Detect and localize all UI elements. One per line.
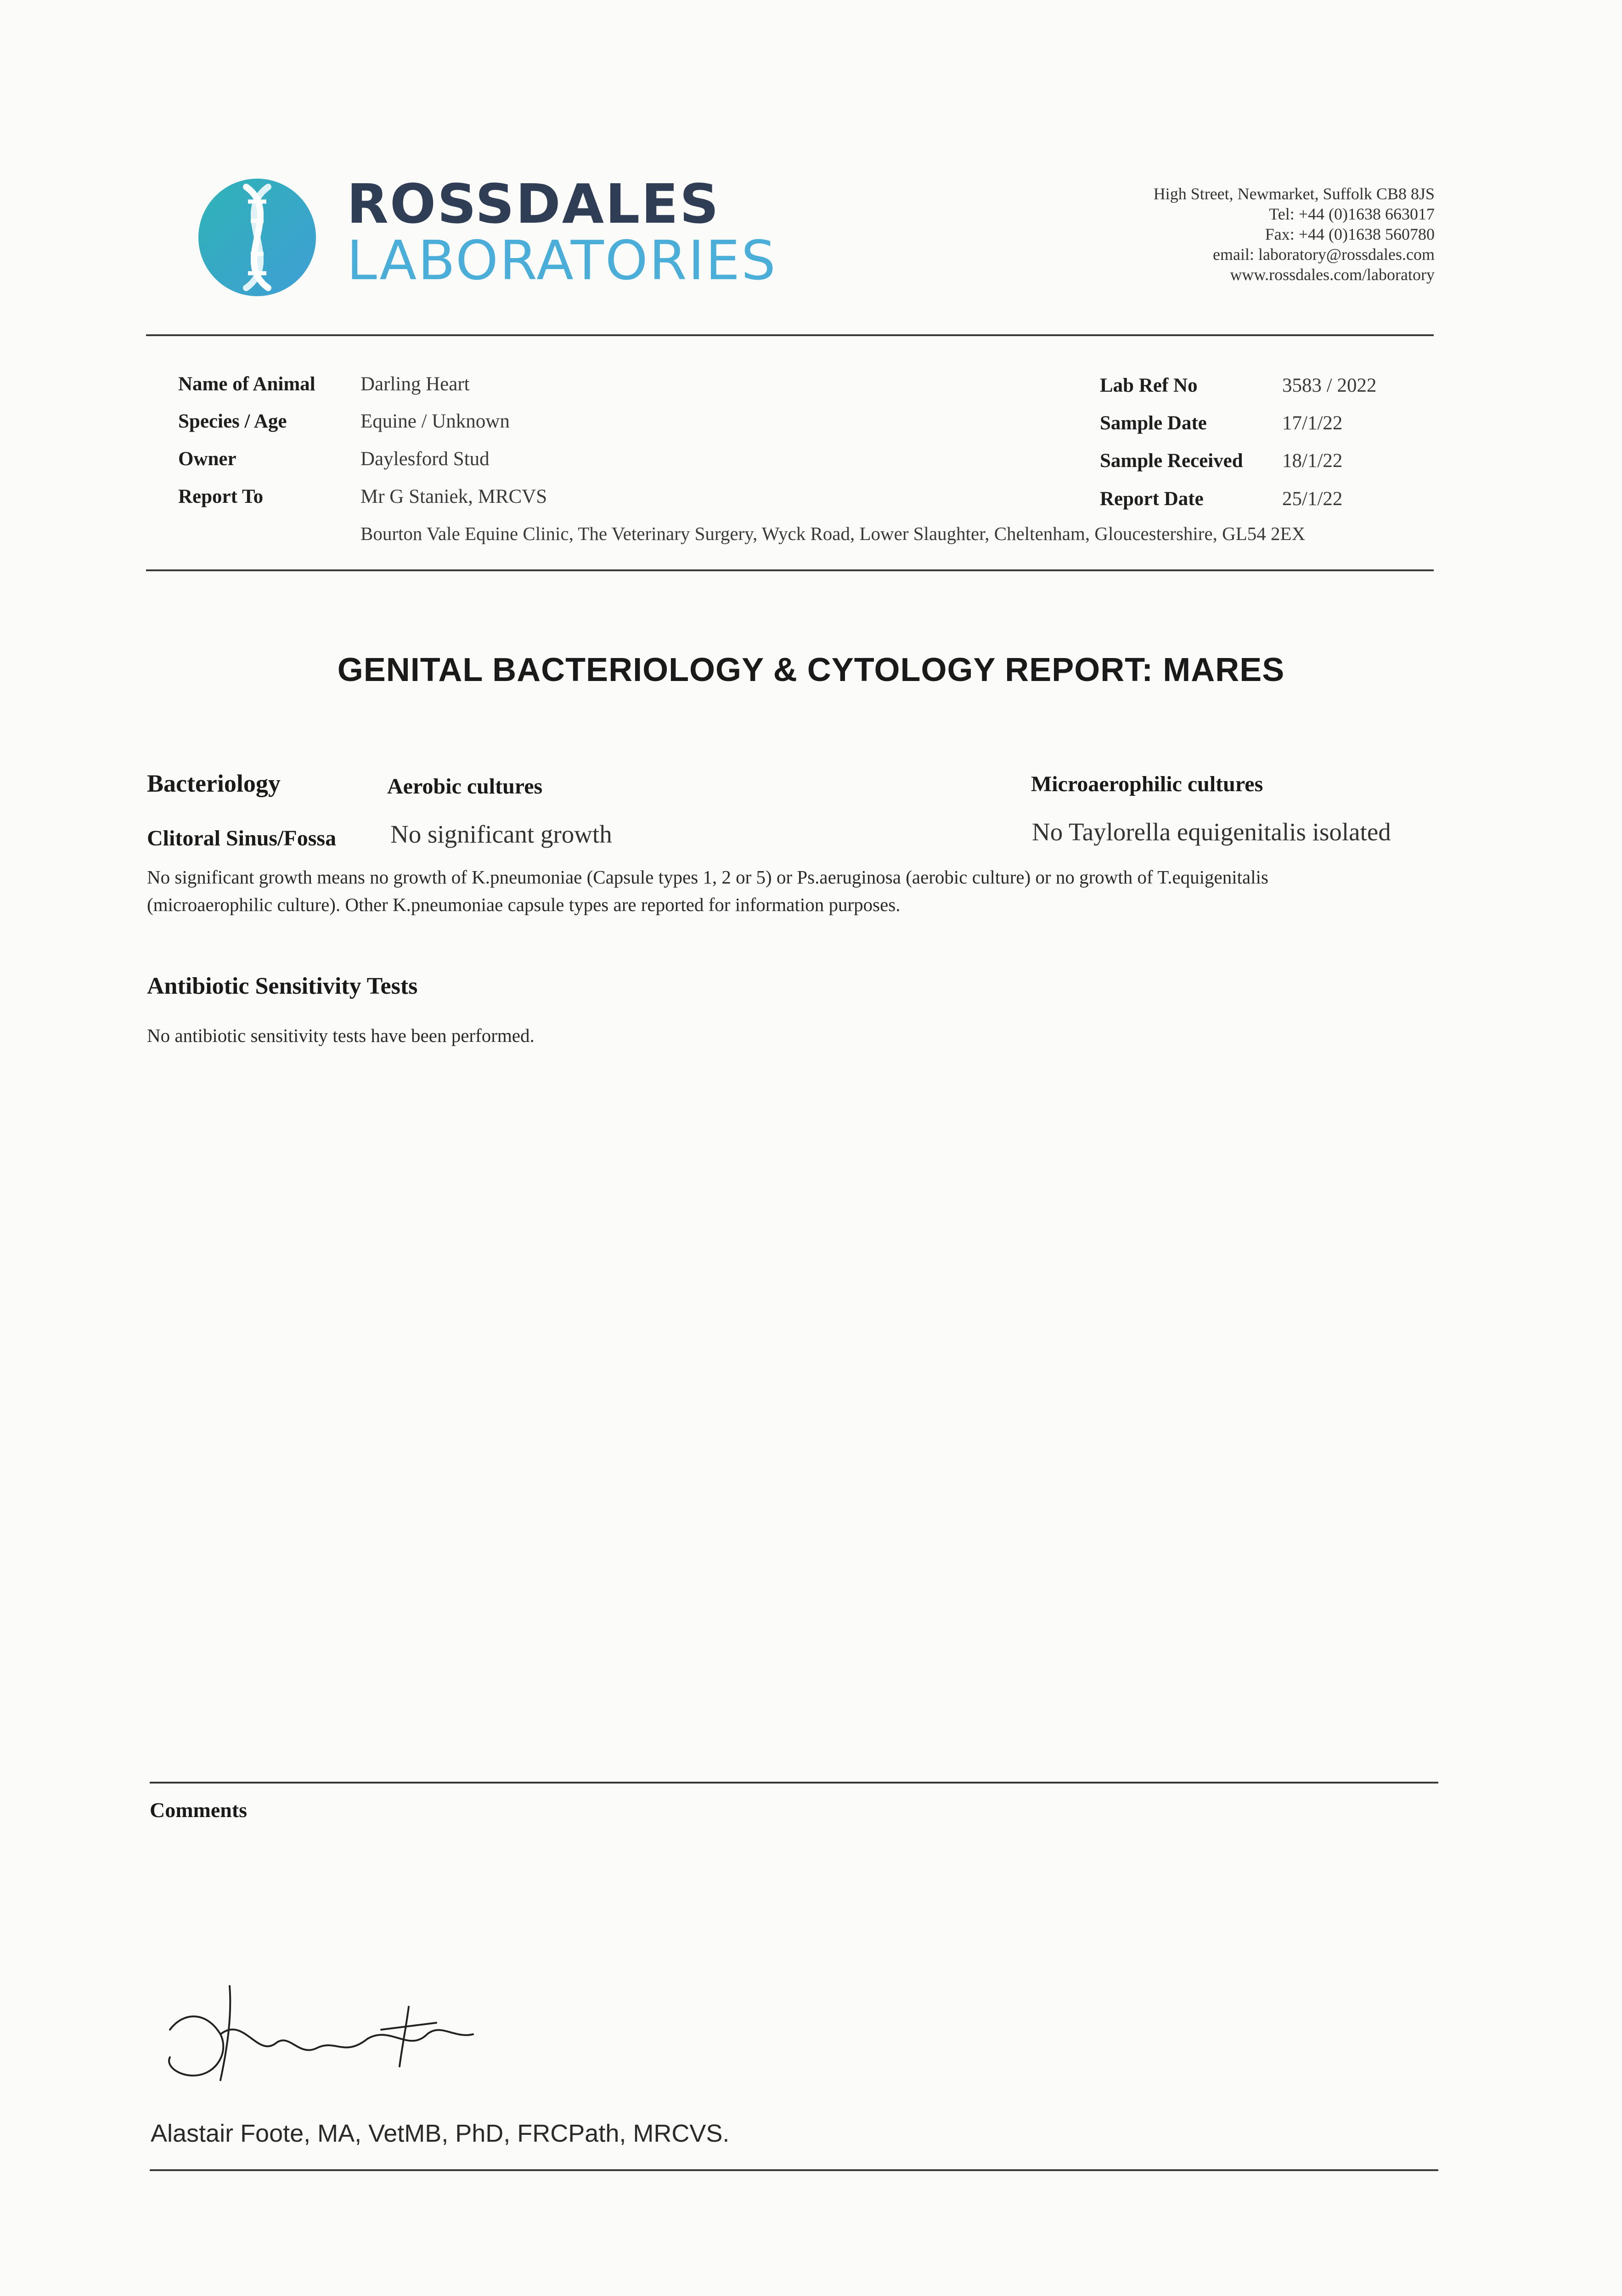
- lab-ref-label: Lab Ref No: [1100, 375, 1198, 396]
- signatory-name: Alastair Foote, MA, VetMB, PhD, FRCPath, MRCVS.: [151, 2120, 730, 2147]
- comments-heading: Comments: [150, 1798, 248, 1822]
- contact-email[interactable]: email: laboratory@rossdales.com: [1212, 245, 1435, 264]
- contact-block: [1021, 184, 1435, 285]
- species-age-value: Equine / Unknown: [360, 411, 510, 432]
- contact-address: High Street, Newmarket, Suffolk CB8 8JS: [1153, 185, 1435, 203]
- bacteriology-note-line2: (microaerophilic culture). Other K.pneumoniae capsule types are reported for information purposes.: [147, 894, 901, 915]
- report-date-value: 25/1/22: [1282, 488, 1343, 510]
- report-date-label: Report Date: [1100, 488, 1204, 510]
- report-to-label: Report To: [178, 486, 264, 507]
- contact-fax: Fax: +44 (0)1638 560780: [1265, 225, 1435, 243]
- sample-date-value: 17/1/22: [1282, 412, 1343, 434]
- animal-name-value: Darling Heart: [360, 373, 470, 395]
- dna-logo-icon: [197, 177, 318, 298]
- sample-received-value: 18/1/22: [1282, 450, 1343, 472]
- animal-name-label: Name of Animal: [178, 373, 315, 395]
- signature-image: [152, 1979, 491, 2099]
- bacteriology-heading: Bacteriology: [147, 770, 281, 797]
- report-to-address: Bourton Vale Equine Clinic, The Veterinary Surgery, Wyck Road, Lower Slaughter, Cheltenham, Gloucestershire, GL54 2EX: [360, 523, 1306, 544]
- aerobic-cultures-heading: Aerobic cultures: [387, 774, 543, 799]
- owner-label: Owner: [178, 448, 237, 470]
- antibiotic-text: No antibiotic sensitivity tests have been performed.: [147, 1025, 535, 1046]
- brand-name-line2: LABORATORIES: [347, 229, 777, 292]
- patient-info-divider: [146, 569, 1434, 571]
- aerobic-result: No significant growth: [390, 820, 612, 848]
- sample-received-label: Sample Received: [1100, 450, 1243, 472]
- species-age-label: Species / Age: [178, 411, 287, 432]
- brand-name-line1: ROSSDALES: [347, 172, 720, 236]
- bacteriology-note-line1: No significant growth means no growth of K.pneumoniae (Capsule types 1, 2 or 5) or Ps.aeruginosa (aerobic culture) or no growth of T.equigenitalis: [147, 867, 1268, 888]
- report-to-value: Mr G Staniek, MRCVS: [360, 486, 547, 507]
- footer-divider: [150, 2169, 1438, 2171]
- contact-tel: Tel: +44 (0)1638 663017: [1269, 205, 1435, 223]
- bacteriology-note: [147, 863, 1442, 918]
- microaerophilic-result: No Taylorella equigenitalis isolated: [1032, 818, 1391, 846]
- microaerophilic-cultures-heading: Microaerophilic cultures: [1031, 772, 1263, 796]
- site-label: Clitoral Sinus/Fossa: [147, 826, 337, 850]
- header-divider: [146, 334, 1434, 336]
- comments-divider: [150, 1782, 1438, 1784]
- sample-date-label: Sample Date: [1100, 412, 1207, 434]
- owner-value: Daylesford Stud: [360, 448, 490, 470]
- report-title: GENITAL BACTERIOLOGY & CYTOLOGY REPORT: MARES: [337, 652, 1285, 688]
- antibiotic-heading: Antibiotic Sensitivity Tests: [147, 973, 418, 999]
- lab-ref-value: 3583 / 2022: [1282, 375, 1377, 396]
- contact-website[interactable]: www.rossdales.com/laboratory: [1230, 265, 1435, 284]
